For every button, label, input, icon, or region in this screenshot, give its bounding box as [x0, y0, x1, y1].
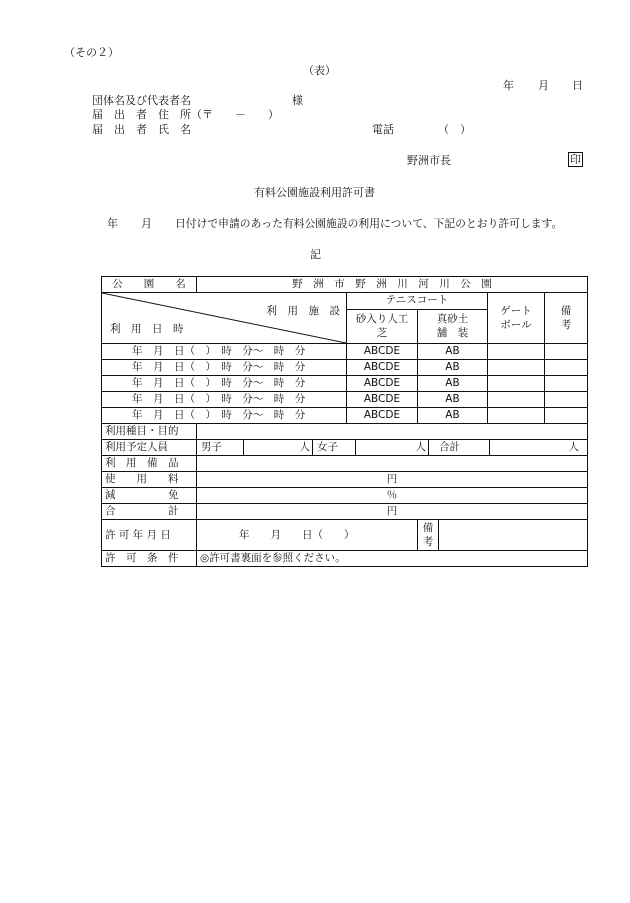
date-day: 日 [572, 79, 583, 92]
equipment-value [197, 456, 588, 472]
permit-remarks-box [418, 520, 587, 550]
sum-row [102, 504, 588, 520]
total-label: 合計 [429, 440, 490, 455]
remarks-line-2: 考 [560, 319, 572, 331]
datetime-cell: 年 月 日（ ） 時 分～ 時 分 [102, 392, 347, 408]
ki-label: 記 [310, 248, 321, 261]
people-label: 利用予定人員 [102, 440, 197, 456]
table-row [102, 344, 588, 360]
equipment-row [102, 456, 588, 472]
purpose-value [197, 424, 588, 440]
datetime-cell: 年 月 日（ ） 時 分～ 時 分 [102, 344, 347, 360]
gateball-cell [488, 344, 545, 360]
people-cell [197, 440, 588, 456]
people-row [102, 440, 588, 456]
permit-remarks-line-1: 備 [422, 522, 434, 534]
table-row [102, 392, 588, 408]
table-row [102, 360, 588, 376]
name-label: 届 出 者 氏 名 [92, 123, 191, 136]
courts-a-cell: ABCDE [347, 360, 418, 376]
datetime-label: 利 用 日 時 [110, 323, 184, 335]
sand-turf-header [347, 309, 418, 343]
fee-label: 使 用 料 [102, 472, 197, 488]
discount-label: 減 免 [102, 488, 197, 504]
gateball-cell [488, 408, 545, 424]
facility-header-row-1 [102, 293, 588, 310]
courts-b-cell: AB [418, 408, 488, 424]
seal-text: 印 [570, 153, 581, 166]
permit-table [101, 276, 588, 567]
courts-b-cell: AB [418, 392, 488, 408]
courts-b-cell: AB [418, 376, 488, 392]
conditions-label: 許 可 条 件 [102, 551, 197, 567]
courts-a-cell: ABCDE [347, 392, 418, 408]
representative-suffix: 様 [292, 94, 303, 107]
male-label: 男子 [197, 440, 244, 455]
intro-text: 日付けで申請のあった有料公園施設の利用について、下記のとおり許可します。 [175, 217, 563, 230]
table-row [102, 408, 588, 424]
date-month: 月 [538, 79, 549, 92]
permit-remarks-line-2: 考 [422, 536, 434, 548]
courts-a-cell: ABCDE [347, 376, 418, 392]
table-row [102, 376, 588, 392]
courts-b-cell: AB [418, 344, 488, 360]
permit-remarks-cell [418, 520, 588, 551]
gateball-cell [488, 392, 545, 408]
sand-turf-line-1: 砂入り人工 [355, 313, 409, 326]
female-unit: 人 [356, 440, 429, 455]
seal-mark [568, 153, 583, 166]
representative-label: 団体名及び代表者名 [92, 94, 191, 107]
remarks-cell [545, 392, 588, 408]
datetime-cell: 年 月 日（ ） 時 分～ 時 分 [102, 376, 347, 392]
sand-soil-line-2: 舗 装 [436, 327, 469, 340]
equipment-label: 利 用 備 品 [102, 456, 197, 472]
form-number: （その２） [64, 46, 119, 59]
gateball-line-1: ゲート [500, 305, 532, 317]
gateball-cell [488, 360, 545, 376]
fee-row [102, 472, 588, 488]
gateball-header [488, 293, 545, 344]
remarks-cell [545, 376, 588, 392]
courts-a-cell: ABCDE [347, 344, 418, 360]
courts-b-cell: AB [418, 360, 488, 376]
datetime-cell: 年 月 日（ ） 時 分～ 時 分 [102, 408, 347, 424]
remarks-line-1: 備 [560, 305, 572, 317]
remarks-cell [545, 360, 588, 376]
remarks-cell [545, 408, 588, 424]
gateball-line-2: ボール [500, 319, 532, 331]
discount-unit: ％ [197, 488, 588, 504]
male-unit: 人 [244, 440, 313, 455]
fee-unit: 円 [197, 472, 588, 488]
intro-year: 年 [107, 217, 118, 230]
sum-unit: 円 [197, 504, 588, 520]
permit-date-row [102, 520, 588, 551]
conditions-value: ◎許可書裏面を参照ください。 [197, 551, 588, 567]
people-breakdown [197, 440, 587, 455]
tel-paren: （ ） [438, 123, 471, 136]
sum-label: 合 計 [102, 504, 197, 520]
courts-a-cell: ABCDE [347, 408, 418, 424]
tennis-header: テニスコート [347, 293, 488, 310]
diagonal-header-cell [102, 293, 347, 344]
park-name: 野 洲 市 野 洲 川 河 川 公 園 [197, 277, 588, 293]
permit-remarks-label [418, 520, 439, 550]
intro-month: 月 [141, 217, 152, 230]
conditions-row [102, 551, 588, 567]
datetime-cell: 年 月 日（ ） 時 分～ 時 分 [102, 360, 347, 376]
total-unit: 人 [568, 441, 580, 453]
document-title: 有料公園施設利用許可書 [254, 186, 375, 199]
permit-remarks-value [439, 520, 587, 550]
address-label: 届 出 者 住 所（〒 － ） [92, 108, 279, 121]
remarks-cell [545, 344, 588, 360]
sand-soil-header [418, 309, 488, 343]
park-label: 公 園 名 [102, 277, 197, 293]
facility-label: 利 用 施 設 [266, 305, 340, 317]
female-label: 女子 [313, 440, 356, 455]
purpose-row [102, 424, 588, 440]
permit-date-label: 許 可 年 月 日 [102, 520, 197, 551]
date-year: 年 [503, 79, 514, 92]
tel-label: 電話 [372, 123, 394, 136]
purpose-label: 利用種目・目的 [102, 424, 197, 440]
park-row [102, 277, 588, 293]
sand-soil-line-1: 真砂土 [436, 313, 469, 326]
permit-date-value: 年 月 日（ ） [197, 520, 418, 551]
gateball-cell [488, 376, 545, 392]
sand-turf-line-2: 芝 [376, 327, 388, 340]
mayor-label: 野洲市長 [407, 154, 451, 167]
discount-row [102, 488, 588, 504]
remarks-header [545, 293, 588, 344]
side-label: （表） [303, 64, 336, 77]
